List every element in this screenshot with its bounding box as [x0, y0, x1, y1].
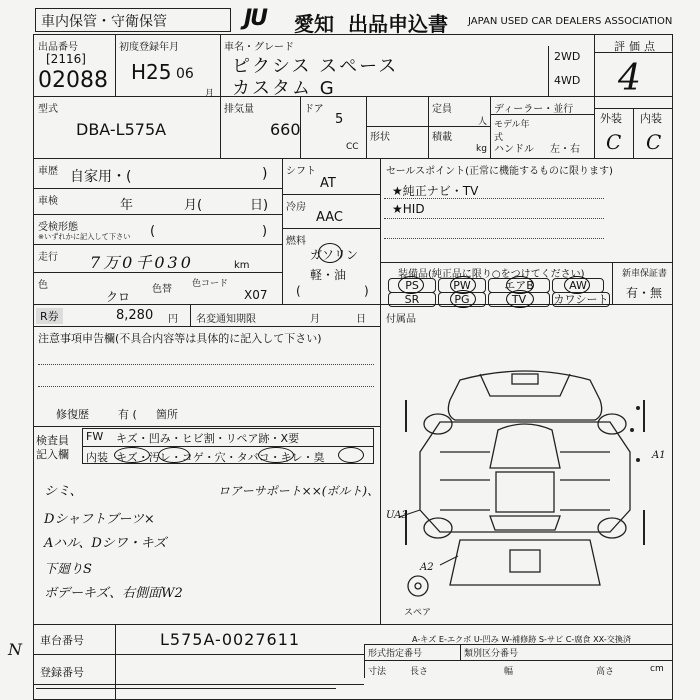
lot-number: 02088: [38, 68, 108, 93]
fuel-close: ): [364, 284, 369, 298]
repair-label: 修復歴: [56, 408, 89, 421]
cc-value: 660: [270, 120, 301, 139]
mileage-label: 走行: [38, 252, 58, 263]
capacity-unit: 人: [478, 117, 488, 127]
history-label: 車歴: [38, 166, 58, 177]
association-name: JAPAN USED CAR DEALERS ASSOCIATION: [468, 16, 673, 27]
selling-point-1: ★純正ナビ・TV: [392, 184, 479, 198]
inspection-month: 月(: [184, 198, 203, 213]
equip-tv: TV: [488, 292, 550, 307]
color-code-label: 色コード: [192, 279, 229, 289]
equip-label: 装備品(純正品に限り○をつけてください): [398, 269, 585, 280]
accessory-label: 付属品: [386, 314, 416, 325]
registration-label: 登録番号: [40, 666, 84, 679]
name-label: 車名・グレード: [224, 42, 294, 53]
grade-label: 評価点: [614, 40, 659, 53]
handle-label: ハンドル: [494, 144, 534, 155]
color-code-value: X07: [244, 288, 268, 302]
mileage-unit: km: [234, 260, 250, 271]
cc-unit: CC: [346, 142, 359, 152]
org-name: 愛知: [294, 12, 334, 36]
handwritten-note-1: シミ、: [44, 484, 83, 499]
fw-items: キズ・凹み・ヒビ割・リペア跡・X要: [116, 432, 300, 445]
handwritten-note-3: Dシャフトブーツ×: [44, 512, 155, 527]
color-value: クロ: [106, 290, 131, 304]
reg-month-unit: 月: [205, 89, 215, 99]
inspection-label: 車検: [38, 196, 58, 207]
equip-pw: PW: [438, 278, 486, 293]
equip-ps: PS: [388, 278, 436, 293]
ext-value: C: [606, 130, 622, 154]
equip-airbag: エアB: [488, 278, 550, 293]
equip-aw: AW: [552, 278, 604, 293]
mileage-value: 7万0千030: [90, 253, 194, 272]
door-value: 5: [335, 112, 344, 127]
receive-open: (: [150, 224, 156, 239]
inspection-year: 年: [120, 198, 134, 213]
inspection-day: 日): [250, 198, 269, 213]
drive-4wd: 4WD: [554, 74, 581, 87]
shape-label: 形状: [370, 132, 390, 143]
r-label: R券: [36, 308, 63, 324]
warranty-label: 新車保証書: [622, 269, 668, 279]
handwritten-note-4: Aハル、Dシワ・キズ: [44, 536, 167, 551]
size-length: 長さ: [410, 667, 429, 677]
shift-value: AT: [320, 176, 336, 191]
handwritten-note-2: ロアーサポート××(ボルト)、: [218, 484, 380, 498]
ext-label: 外装: [600, 112, 622, 125]
fw-label: FW: [86, 430, 104, 443]
history-value: 自家用・(: [70, 169, 132, 185]
circle-equip-ps: [398, 276, 424, 294]
load-label: 積載: [432, 132, 452, 143]
inspector-label: 検査員: [36, 434, 69, 447]
ju-logo: JU: [244, 6, 267, 31]
aircon-value: AAC: [316, 210, 343, 225]
reg-era: H25: [131, 60, 172, 84]
handwritten-note-5: 下廻りS: [44, 562, 92, 577]
circle-int-smell: [338, 447, 364, 463]
circle-equip-pg: [450, 290, 476, 308]
cc-label: 排気量: [224, 104, 254, 115]
circle-equip-tv: [506, 290, 534, 308]
circle-fuel-gasoline: [318, 243, 342, 263]
notes-label: 注意事項申告欄(不具合内容等は具体的に記入して下さい): [38, 332, 322, 345]
reg-month: 06: [176, 66, 194, 82]
dealer-label: ディーラー・並行: [494, 104, 574, 115]
notice-label: 名変通知期限: [196, 314, 256, 325]
load-unit: kg: [476, 144, 487, 154]
fuel-open: (: [296, 284, 301, 298]
receive-close: ): [262, 224, 268, 239]
car-body-diagram: [400, 360, 650, 605]
name-line2: カスタム G: [232, 78, 336, 99]
class-label: 類別区分番号: [464, 649, 519, 659]
lot-label: 出品番号: [38, 42, 78, 53]
model-year-label: モデル年式: [494, 120, 530, 143]
circle-int-tobacco: [258, 447, 294, 463]
bottom-stamp-strip: [36, 688, 336, 699]
chassis-value: L575A-0027611: [160, 630, 301, 649]
repair-value: 有 (: [118, 408, 137, 421]
form-title: 出品申込書: [348, 12, 448, 36]
int-value: C: [646, 130, 662, 154]
chassis-label: 車台番号: [40, 634, 84, 647]
circle-int-dirt: [158, 447, 190, 463]
equip-sr: SR: [388, 292, 436, 307]
notice-month: 月: [310, 314, 320, 325]
drive-2wd: 2WD: [554, 50, 581, 63]
spare-label: スペア: [404, 608, 432, 618]
equip-pg: PG: [438, 292, 486, 307]
color-label: 色: [38, 280, 48, 291]
fuel-label: 燃料: [286, 236, 306, 247]
int-row-label: 内装: [86, 451, 108, 464]
circle-equip-aw: [564, 276, 590, 294]
selling-point-2: ★HID: [392, 202, 425, 216]
int-items: キズ・汚レ・コゲ・穴・タバコ・キレ・臭: [116, 451, 325, 464]
entry-label: 記入欄: [36, 448, 69, 461]
receive-note: ※いずれかに記入して下さい: [38, 233, 131, 242]
damage-legend: A-キズ E-エクボ U-凹み W-補修跡 S-サビ C-腐食 XX-交換済: [412, 635, 632, 645]
notice-day: 日: [356, 314, 366, 325]
form-label: 形式指定番号: [368, 649, 423, 659]
handle-value: 左・右: [550, 144, 580, 155]
fuel-value-2: 軽・油: [310, 268, 347, 282]
name-line1: ピクシス スペース: [232, 56, 399, 77]
size-height: 高さ: [596, 667, 615, 677]
color-change: 色替: [152, 284, 172, 295]
repair-place: 箇所: [156, 408, 178, 421]
size-width: 幅: [504, 667, 514, 677]
size-unit: cm: [650, 664, 664, 674]
aircon-label: 冷房: [286, 202, 306, 213]
fuel-value-1: ガソリン: [310, 248, 359, 262]
handwritten-note-6: ボデーキズ、右側面W2: [44, 586, 183, 601]
history-close: ): [262, 166, 268, 182]
r-value: 8,280: [116, 308, 154, 323]
model-label: 型式: [38, 104, 58, 115]
diagram-label-ua3: UA3: [386, 510, 408, 521]
r-unit: 円: [168, 314, 178, 325]
size-label: 寸法: [368, 667, 387, 677]
door-label: ドア: [304, 104, 324, 115]
diagram-label-a1: A1: [652, 450, 666, 461]
equip-leather-seat: カワシート: [553, 293, 609, 306]
margin-mark: N: [8, 640, 22, 659]
selling-label: セールスポイント(正常に機能するものに限ります): [386, 166, 613, 177]
shift-label: シフト: [286, 166, 316, 177]
lot-sub: [2116]: [46, 52, 86, 66]
capacity-label: 定員: [432, 104, 452, 115]
diagram-label-a2: A2: [420, 562, 434, 573]
model-value: DBA-L575A: [76, 120, 167, 139]
circle-int-scratch: [114, 447, 150, 463]
storage-badge-text: 車内保管・守衛保管: [41, 14, 167, 30]
receive-label: 受検形態: [38, 222, 78, 233]
reg-label: 初度登録年月: [119, 42, 179, 53]
int-label: 内装: [640, 112, 662, 125]
warranty-value: 有・無: [626, 286, 663, 300]
grade-value: 4: [618, 58, 641, 99]
